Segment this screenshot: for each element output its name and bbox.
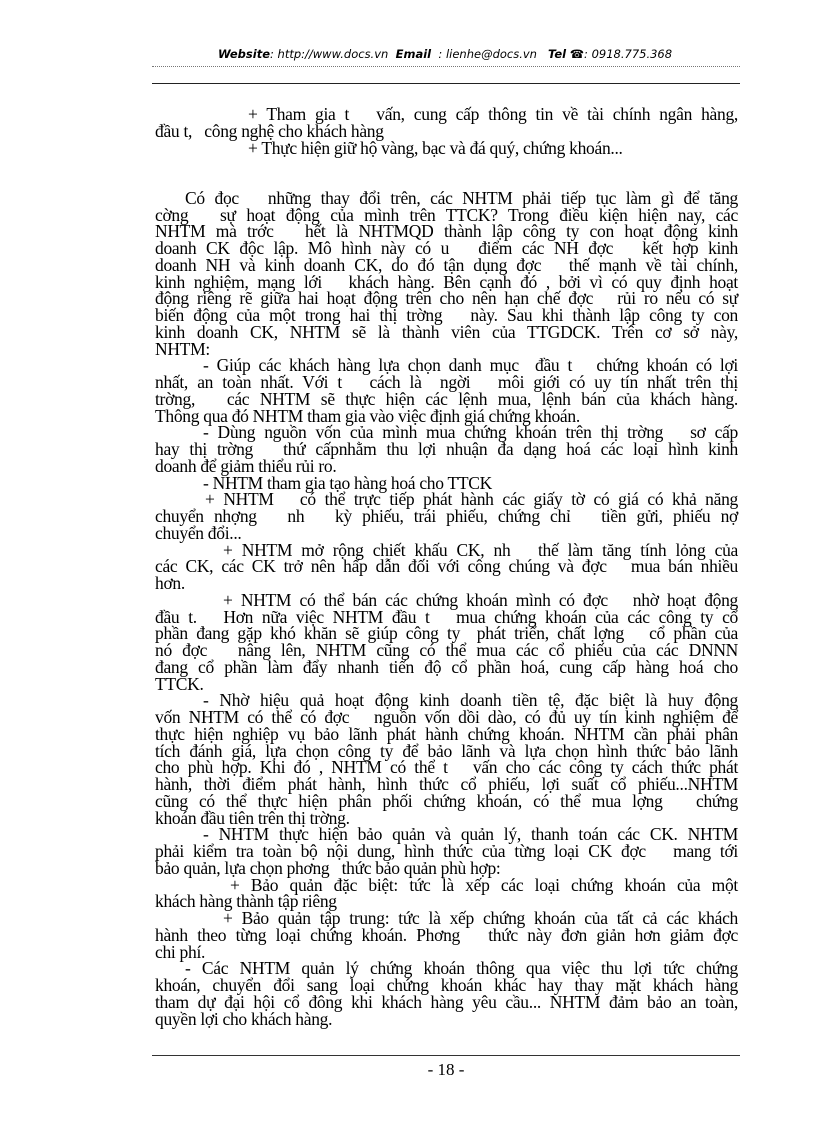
text-line: doanh NH và kinh doanh CK, do đó tận dụng đợc thế mạnh về tài chính, bbox=[155, 254, 738, 275]
paragraph bbox=[155, 539, 738, 593]
text-line: cờng sự hoạt động của mình trên TTCK? Trong điều kiện hiện nay, các bbox=[155, 204, 738, 225]
text-line: quyền lợi cho khách hàng. bbox=[155, 1008, 333, 1029]
text-line: - Các NHTM quản lý chứng khoán thông qua việc thu lợi tức chứng bbox=[185, 958, 738, 979]
paragraph bbox=[155, 187, 738, 359]
email-address: : lienhe@docs.vn bbox=[438, 47, 537, 61]
text-line: hay thị trờng thứ cấpnhằm thu lợi nhuận đa dạng hoá các loại hình kinh bbox=[155, 439, 738, 459]
email-label: Email bbox=[395, 47, 432, 61]
text-line: hành theo từng loại chứng khoán. Phơng thức này đơn giản hơn giảm đợc bbox=[155, 924, 738, 945]
text-line: đang cổ phần làm đẩy nhanh tiến độ cổ phần hoá, cung cấp hàng hoá cho bbox=[155, 656, 738, 677]
text-line: + NHTM có thể trực tiếp phát hành các giấy tờ có giá có khả năng bbox=[205, 489, 738, 510]
text-line: các CK, các CK trở nên hấp dẫn đối với công chúng và đợc mua bán nhiều bbox=[155, 556, 738, 577]
text-line: phải kiểm tra toàn bộ nội dung, hình thức của từng loại CK đợc mang tới bbox=[155, 841, 738, 861]
text-line: động riêng rẽ giữa hai hoạt động trên cho nên hạn chế đợc rủi ro nếu có sự bbox=[155, 288, 738, 309]
blank-line bbox=[155, 156, 738, 190]
text-line: hơn. bbox=[155, 573, 185, 593]
text-line: + Bảo quản tập trung: tức là xếp chứng khoán của tất cả các khách bbox=[223, 908, 738, 928]
paragraph bbox=[155, 491, 738, 541]
paragraph bbox=[155, 692, 738, 826]
text-line: - Dùng nguồn vốn của mình mua chứng khoán trên thị trờng sơ cấp bbox=[203, 422, 738, 443]
paragraph bbox=[155, 106, 738, 140]
text-line: phần đang gặp khó khăn sẽ giúp công ty phát triển, chất lợng cổ phần của bbox=[155, 623, 738, 644]
text-line: Có đọc những thay đổi trên, các NHTM phải tiếp tục làm gì để tăng bbox=[185, 187, 738, 208]
text-line: + Bảo quản đặc biệt: tức là xếp các loại chứng khoán của một bbox=[230, 874, 738, 895]
tel-label: Tel bbox=[547, 47, 567, 61]
text-line: chuyển nhợng nh kỳ phiếu, trái phiếu, chứng chỉ tiền gửi, phiếu nợ bbox=[155, 506, 738, 526]
text-line: + NHTM có thể bán các chứng khoán mình có đợc nhờ hoạt động bbox=[223, 589, 738, 610]
phone-icon: ☎ bbox=[569, 47, 585, 61]
text-line: - Nhờ hiệu quả hoạt động kinh doanh tiền tệ, đặc biệt là huy động bbox=[203, 690, 738, 711]
text-line: - NHTM thực hiện bảo quản và quản lý, thanh toán các CK. NHTM bbox=[203, 824, 738, 845]
text-line: - Giúp các khách hàng lựa chọn danh mục đầu t chứng khoán có lợi bbox=[203, 355, 738, 376]
text-line: + NHTM mở rộng chiết khấu CK, nh thế làm tăng tính lỏng của bbox=[223, 539, 738, 560]
text-line: khách hàng thành tập riêng bbox=[155, 891, 337, 912]
footer-divider bbox=[152, 1055, 740, 1056]
text-line: - NHTM tham gia tạo hàng hoá cho TTCK bbox=[203, 472, 492, 493]
text-line: + Tham gia t vấn, cung cấp thông tin về tài chính ngân hàng, bbox=[248, 104, 738, 124]
text-line: tích đánh giá, lựa chọn công ty để bảo lãnh và lựa chọn hình thức bảo lãnh bbox=[155, 740, 738, 761]
text-line: khoán, chuyển đổi sang loại chứng khoán khác hay thay mặt khách hàng bbox=[155, 975, 738, 995]
text-line: đầu t, công nghệ cho khách hàng bbox=[155, 120, 384, 141]
paragraph bbox=[155, 874, 738, 912]
paragraph bbox=[155, 357, 738, 424]
paragraph bbox=[155, 826, 738, 876]
text-line: nó đợc nâng lên, NHTM cũng có thể mua các cổ phiếu của các DNNN bbox=[155, 640, 738, 660]
page-header bbox=[150, 47, 740, 61]
text-line: cho phù hợp. Khi đó , NHTM có thể t vấn cho các công ty cách thức phát bbox=[155, 757, 738, 778]
text-line: Thông qua đó NHTM tham gia vào việc định giá chứng khoán. bbox=[155, 405, 580, 426]
text-line: khoán đầu tiên trên thị trờng. bbox=[155, 807, 350, 828]
text-line: đầu t. Hơn nữa việc NHTM đầu t mua chứng khoán của các công ty cổ bbox=[155, 606, 738, 627]
paragraph bbox=[155, 424, 738, 474]
text-line: trờng, các NHTM sẽ thực hiện các lệnh mua, lệnh bán của khách hàng. bbox=[155, 388, 738, 409]
header-divider bbox=[152, 83, 740, 84]
text-line: kinh nghiệm, mạng lới khách hàng. Bên cạnh đó , bởi vì có quy định hoạt bbox=[155, 271, 738, 292]
text-line: NHTM mà trớc hết là NHTMQD thành lập công ty con hoạt động kinh bbox=[155, 221, 738, 242]
text-line: chuyển đổi... bbox=[155, 522, 242, 543]
text-line: kinh doanh CK, NHTM sẽ là thành viên của TTGDCK. Trên cơ sở này, bbox=[155, 321, 738, 342]
website-label: Website bbox=[217, 47, 271, 61]
text-line: tham dự đại hội cổ đông khi khách hàng yêu cầu... NHTM đảm bảo an toàn, bbox=[155, 991, 738, 1012]
text-line: cũng có thể thực hiện phân phối chứng khoán, có thể mua lợng chứng bbox=[155, 790, 738, 811]
text-line: bảo quản, lựa chọn phơng thức bảo quản phù hợp: bbox=[155, 857, 501, 878]
paragraph bbox=[155, 960, 738, 1027]
text-line: nhất, an toàn nhất. Với t cách là ngời môi giới có uy tín nhất trên thị bbox=[155, 372, 738, 392]
text-line: biến động của một trong hai thị trờng này. Sau khi thành lập công ty con bbox=[155, 305, 738, 325]
text-line: vốn NHTM có thể có đợc nguồn vốn dồi dào, có đủ uy tín kinh nghiệm để bbox=[155, 707, 738, 727]
paragraph bbox=[155, 137, 738, 158]
paragraph bbox=[155, 910, 738, 960]
text-line: doanh CK độc lập. Mô hình này có u điểm các NH đợc kết hợp kinh bbox=[155, 238, 738, 258]
text-line: TTCK. bbox=[155, 673, 204, 694]
paragraph bbox=[155, 589, 738, 694]
text-line: NHTM: bbox=[155, 338, 210, 359]
text-line: chi phí. bbox=[155, 941, 206, 962]
page-number: - 18 - bbox=[427, 1060, 465, 1079]
text-line: + Thực hiện giữ hộ vàng, bạc và đá quý, chứng khoán... bbox=[248, 137, 623, 158]
text-line: doanh để giảm thiểu rủi ro. bbox=[155, 455, 337, 476]
document-body bbox=[155, 106, 738, 1027]
phone-number: : 0918.775.368 bbox=[584, 47, 673, 61]
text-line: thực hiện nghiệp vụ bảo lãnh phát hành chứng khoán. NHTM cần phải phân bbox=[155, 723, 738, 744]
header-divider-dotted bbox=[152, 66, 740, 67]
text-line: hành, thời điểm phát hành, hình thức cổ phiếu, lợi suất cổ phiếu...NHTM bbox=[155, 774, 738, 794]
website-url: : http://www.docs.vn bbox=[270, 47, 389, 61]
